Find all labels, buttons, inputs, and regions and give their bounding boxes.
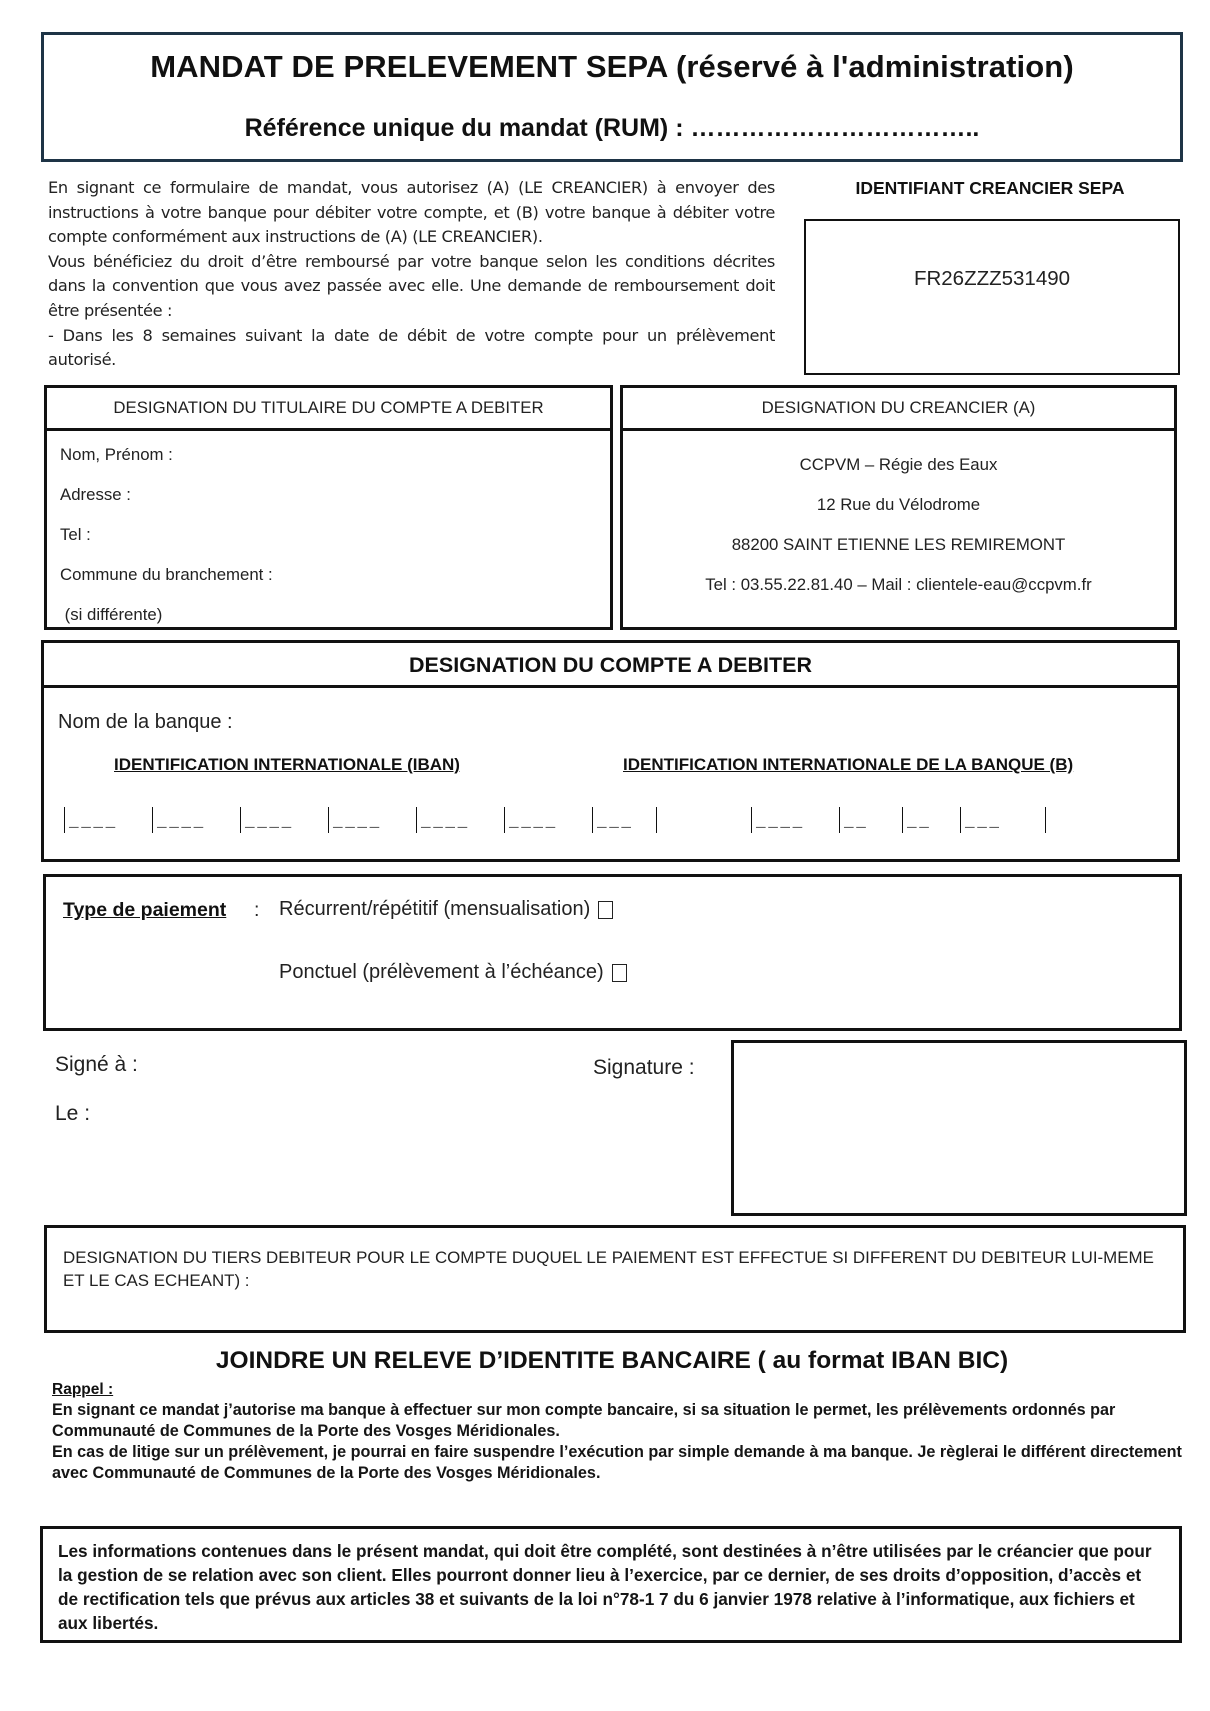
legal-notice-box — [40, 1526, 1182, 1643]
checkbox-ponctuel[interactable] — [612, 964, 627, 982]
intro-paragraph: En signant ce formulaire de mandat, vous autorisez (A) (LE CREANCIER) à envoyer des instructions à votre banque pour débiter votre compte, et (B) votre banque à débiter votre compte conformément aux instructions de (A) (LE CREANCIER). — [48, 178, 775, 247]
reminder-text — [52, 1400, 1182, 1484]
creditor-id-label: IDENTIFIANT CREANCIER SEPA — [855, 178, 1125, 198]
iban-segment[interactable]: ____ — [416, 807, 504, 833]
creditor-section — [620, 385, 1177, 630]
intro-paragraph: - Dans les 8 semaines suivant la date de débit de votre compte pour un prélèvement autorisé. — [48, 325, 775, 370]
signed-at-field[interactable]: Signé à : — [55, 1053, 138, 1076]
creditor-id-value: FR26ZZZ531490 — [913, 267, 1071, 290]
bic-segment[interactable]: ____ — [751, 807, 839, 833]
field-commune-branchement[interactable]: Commune du branchement : — [60, 565, 273, 584]
bic-segment[interactable]: __ — [902, 807, 960, 833]
payment-option-label: Récurrent/répétitif (mensualisation) — [279, 898, 591, 920]
attach-rib-heading: JOINDRE UN RELEVE D’IDENTITE BANCAIRE ( au format IBAN BIC) — [215, 1347, 1009, 1374]
iban-label: IDENTIFICATION INTERNATIONALE (IBAN) — [114, 755, 460, 774]
bank-name-field[interactable]: Nom de la banque : — [58, 711, 233, 733]
field-nom-prenom[interactable]: Nom, Prénom : — [60, 445, 173, 464]
bic-input-row — [751, 803, 1046, 833]
payment-option-label: Ponctuel (prélèvement à l’échéance) — [279, 961, 604, 983]
bic-label: IDENTIFICATION INTERNATIONALE DE LA BANQUE (B) — [623, 755, 1074, 774]
creditor-contact: Tel : 03.55.22.81.40 – Mail : clientele-eau@ccpvm.fr — [705, 575, 1092, 594]
creditor-heading: DESIGNATION DU CREANCIER (A) — [623, 388, 1174, 431]
bic-end-bar — [1045, 807, 1046, 833]
debit-account-heading: DESIGNATION DU COMPTE A DEBITER — [44, 643, 1177, 688]
date-field[interactable]: Le : — [55, 1102, 91, 1125]
mandate-intro-text — [48, 176, 775, 373]
payment-type-label: Type de paiement — [63, 899, 227, 921]
creditor-street: 12 Rue du Vélodrome — [816, 495, 981, 514]
intro-paragraph: Vous bénéficiez du droit d’être remboursé par votre banque selon les conditions décrites dans la convention que vous avez passée avec elle. Une demande de remboursement doit être présentée : — [48, 251, 775, 320]
reminder-paragraph: En cas de litige sur un prélèvement, je pourrai en faire suspendre l’exécution par simple demande à ma banque. Je règlerai le différent directement avec Communauté de Communes de la Porte des Vosges Méridionales. — [52, 1443, 1182, 1482]
field-tel[interactable]: Tel : — [60, 525, 91, 544]
payment-type-section — [43, 874, 1182, 1031]
rum-reference-field[interactable]: Référence unique du mandat (RUM) : …………………………….. — [244, 114, 980, 142]
bic-segment[interactable]: ___ — [960, 807, 1045, 833]
bic-segment[interactable]: __ — [839, 807, 902, 833]
debit-account-section — [41, 640, 1180, 862]
creditor-city: 88200 SAINT ETIENNE LES REMIREMONT — [731, 535, 1066, 554]
payment-option-ponctuel[interactable] — [279, 961, 627, 984]
field-si-differente: (si différente) — [60, 605, 163, 624]
account-holder-heading: DESIGNATION DU TITULAIRE DU COMPTE A DEBITER — [47, 388, 610, 431]
field-adresse[interactable]: Adresse : — [60, 485, 131, 504]
third-party-debtor-section[interactable] — [44, 1225, 1186, 1333]
creditor-name: CCPVM – Régie des Eaux — [799, 455, 998, 474]
payment-type-colon: : — [254, 899, 260, 921]
page-title: MANDAT DE PRELEVEMENT SEPA (réservé à l'administration) — [150, 49, 1074, 84]
checkbox-recurrent[interactable] — [598, 901, 613, 919]
iban-input-row — [64, 803, 657, 833]
reminder-paragraph: En signant ce mandat j’autorise ma banque à effectuer sur mon compte bancaire, si sa situation le permet, les prélèvements ordonnés par Communauté de Communes de la Porte des Vosges Méridionales. — [52, 1401, 1116, 1440]
iban-segment[interactable]: ___ — [592, 807, 656, 833]
creditor-id-box — [804, 219, 1180, 375]
account-holder-section — [44, 385, 613, 630]
iban-segment[interactable]: ____ — [504, 807, 592, 833]
payment-option-recurrent[interactable] — [279, 898, 613, 921]
iban-segment[interactable]: ____ — [152, 807, 240, 833]
signature-box[interactable] — [731, 1040, 1187, 1216]
legal-notice-text: Les informations contenues dans le présent mandat, qui doit être complété, sont destinées à n’être utilisées par le créancier que pour la gestion de se relation avec son client. Elles pourront donner lieu à l’exercice, par ce dernier, de ses droits d’opposition, d’accès et de rectification tels que prévus aux articles 38 et suivants de la loi n°78-1 7 du 6 janvier 1978 relative à l’informatique, aux fichiers et aux libertés. — [58, 1541, 1152, 1633]
signature-label: Signature : — [593, 1056, 695, 1079]
third-party-debtor-label: DESIGNATION DU TIERS DEBITEUR POUR LE COMPTE DUQUEL LE PAIEMENT EST EFFECTUE SI DIFFERENT DU DEBITEUR LUI-MEME ET LE CAS ECHEANT) : — [63, 1248, 1154, 1290]
reminder-label: Rappel : — [52, 1381, 114, 1398]
iban-end-bar — [656, 807, 657, 833]
iban-segment[interactable]: ____ — [240, 807, 328, 833]
iban-segment[interactable]: ____ — [64, 807, 152, 833]
iban-segment[interactable]: ____ — [328, 807, 416, 833]
mandate-header-box — [41, 32, 1183, 162]
